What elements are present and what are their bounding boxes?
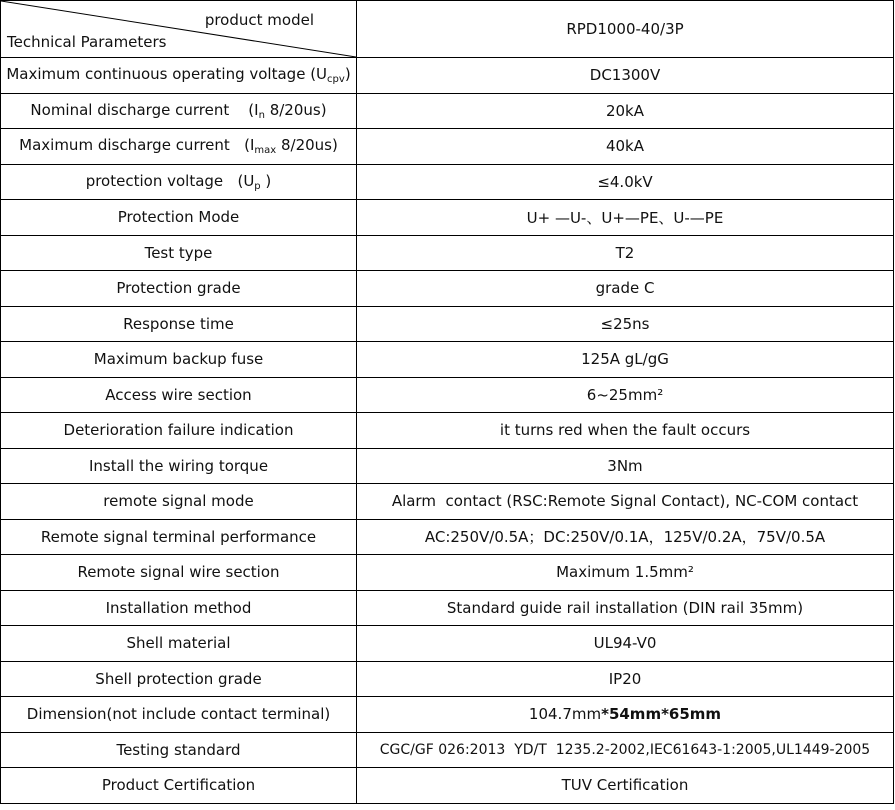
- param-label: Deterioration failure indication: [1, 413, 357, 449]
- param-value: 125A gL/gG: [357, 342, 894, 378]
- param-label: Protection grade: [1, 271, 357, 307]
- param-label: remote signal mode: [1, 484, 357, 520]
- param-value: AC:250V/0.5A；DC:250V/0.1A，125V/0.2A，75V/0.5A: [357, 519, 894, 555]
- table-row: [1, 377, 894, 413]
- table-row: [1, 590, 894, 626]
- param-value: grade C: [357, 271, 894, 307]
- param-value: CGC/GF 026:2013 YD/T 1235.2-2002,IEC61643-1:2005,UL1449-2005: [357, 732, 894, 768]
- param-value: UL94-V0: [357, 626, 894, 662]
- table-row: [1, 697, 894, 733]
- table-row: [1, 164, 894, 200]
- technical-parameters-label: Technical Parameters: [7, 33, 167, 51]
- header-row: [1, 1, 894, 58]
- table-row: [1, 342, 894, 378]
- param-value: Alarm contact (RSC:Remote Signal Contact), NC-COM contact: [357, 484, 894, 520]
- param-value: IP20: [357, 661, 894, 697]
- param-label: protection voltage ($U_p$ ): [1, 164, 357, 200]
- param-label: Nominal discharge current ($I_n$ 8/20us): [1, 93, 357, 129]
- param-label: Maximum continuous operating voltage $(U_{cpv})$: [1, 58, 357, 94]
- table-row: [1, 768, 894, 804]
- table-row: [1, 235, 894, 271]
- param-label: Remote signal terminal performance: [1, 519, 357, 555]
- param-label: Response time: [1, 306, 357, 342]
- param-value: DC1300V: [357, 58, 894, 94]
- table-row: [1, 448, 894, 484]
- table-row: [1, 129, 894, 165]
- param-label: Maximum backup fuse: [1, 342, 357, 378]
- param-label: Product Certification: [1, 768, 357, 804]
- param-value: 20kA: [357, 93, 894, 129]
- param-value: Maximum 1.5mm²: [357, 555, 894, 591]
- param-value: 6~25mm²: [357, 377, 894, 413]
- model-value: RPD1000-40/3P: [357, 1, 894, 58]
- param-value: it turns red when the fault occurs: [357, 413, 894, 449]
- table-row: [1, 732, 894, 768]
- param-label: Dimension(not include contact terminal): [1, 697, 357, 733]
- table-row: [1, 626, 894, 662]
- param-label: Install the wiring torque: [1, 448, 357, 484]
- param-label: Test type: [1, 235, 357, 271]
- param-value: U+ —U-、U+—PE、U-—PE: [357, 200, 894, 236]
- table-row: [1, 306, 894, 342]
- table-row: [1, 271, 894, 307]
- param-label: Testing standard: [1, 732, 357, 768]
- table-row: [1, 661, 894, 697]
- param-value: Standard guide rail installation (DIN rail 35mm): [357, 590, 894, 626]
- param-label: Shell protection grade: [1, 661, 357, 697]
- table-row: [1, 519, 894, 555]
- table-row: [1, 93, 894, 129]
- param-label: Maximum discharge current ($I_{max}$ 8/20us): [1, 129, 357, 165]
- param-label: Installation method: [1, 590, 357, 626]
- param-value: T2: [357, 235, 894, 271]
- param-label: Remote signal wire section: [1, 555, 357, 591]
- table-row: [1, 200, 894, 236]
- param-value: ≤4.0kV: [357, 164, 894, 200]
- table-row: [1, 484, 894, 520]
- param-value: 104.7mm*54mm*65mm: [357, 697, 894, 733]
- product-model-label: product model: [204, 11, 314, 29]
- param-value: ≤25ns: [357, 306, 894, 342]
- param-value: TUV Certification: [357, 768, 894, 804]
- diagonal-header-cell: [1, 1, 357, 58]
- param-label: Access wire section: [1, 377, 357, 413]
- param-value: 3Nm: [357, 448, 894, 484]
- table-row: [1, 555, 894, 591]
- table-row: [1, 58, 894, 94]
- param-value: 40kA: [357, 129, 894, 165]
- param-label: Shell material: [1, 626, 357, 662]
- param-label: Protection Mode: [1, 200, 357, 236]
- table-row: [1, 413, 894, 449]
